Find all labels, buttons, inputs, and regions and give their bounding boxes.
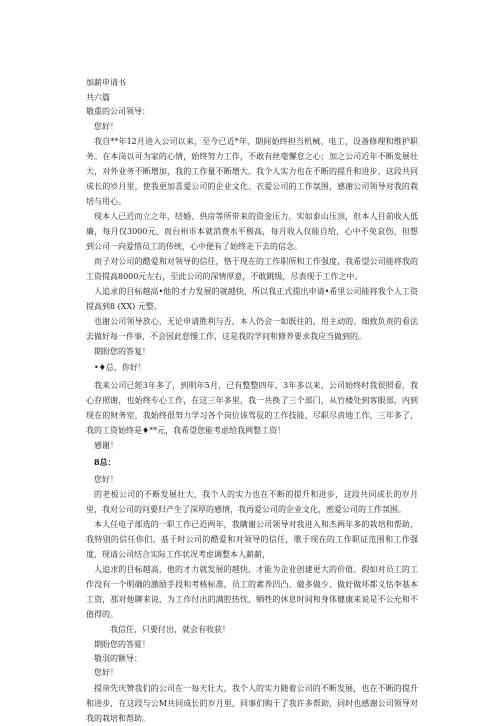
- document-body: [86, 76, 418, 726]
- letter1-paragraph: 也谢公司领导放心，无论申请胜利与否，本人仍会一如既往的，用主动的、细致负责的看法去做好每一件事，不会因此怠慢工作，这是我的学问和修养要求我应当做到的。: [86, 317, 418, 342]
- letter1-closing: 期盼您的答复！: [94, 347, 150, 357]
- letter2-closing: 感谢！: [94, 440, 118, 450]
- letter3-paragraph: 我信任，只要付出，就会有收获！: [110, 624, 230, 634]
- letter1-paragraph: 我自**年12月进入公司以来，至今已近*年，期间始终担当机械、电工、设备修理和维护职务。在本岗以可为家的心情，始终努力工作，不敢有丝毫懈怠之心；加之公司近年不断发展壮大，对外业务不断增加，我的工作量不断增大。我个人实力也在不断的提升和进步，这段共同成长的岁月里，使我更加喜爱公司的企业文化、衣爱公司的工作氛围，感谢公司领导对我的栽培与用心。: [86, 137, 418, 207]
- letter3-closing: 期盼您的答夏！: [94, 639, 150, 649]
- letter1-paragraph: 现本人已近而立之年，结婚、供房等所带来的资金压力，实如泰山压顶，但本人目前收入低廉，每月仅3000元，而台州市本就消费水平极高，每月收入仅能自给，心中不免哀伤，但想到公司一向爱惜员工的传统，心中便有了始终走下去的信念。: [86, 212, 418, 252]
- letter2-paragraph: 我来公司已經3年多了，到明年5月，已有整整四年，3年多以来，公司始终时我很照看，我心存照谢，也始终专心工作，在这三年多里，我一共换了三个部门，从竹楼处到客眼部，内到现在的财务室，我始终很努力学习各个岗位该驾驭的工作技能，尽职尽责地工作，三年多了，我的工资始终是♦**元，我希望您能考虑给我网整工资！: [86, 380, 418, 435]
- letter3-paragraph: 人追求的目标越高，他的才力就发展的越快，才能为企业创建更大的价值。假如对员工的工作没有一个明确的激励手段和考核标准，员工的素养凹凸、做多做少、做好做坏都义怙李基本工资，那对他聊来说，为工作付出的满腔热忱、牺牲的休息时间和身体健康来说是不公允和不值得的。: [86, 564, 418, 619]
- greeting: 您好！: [94, 121, 118, 131]
- document-subtitle: 共六篇: [86, 92, 110, 102]
- document-title: 加薪申请书: [86, 78, 126, 87]
- letter1-paragraph: 而子对公司的酷爱和对领导的信任，恪于现在的工作职所和工作强度，我希望公司能将我的工资提高8000元左右，至此公司的深情厚意，不敢跳级，尽表现于工作之中。: [86, 257, 418, 282]
- letter4-greeting: 您好！: [94, 668, 118, 678]
- letter3-paragraph: 本人任电子部选的一职工作已近两年，我瞒谢公司领导对我进入和杰两年多的栽培和帮助，我特别的信任你们。基于时公司的酷爱和对领导的信任，歌于现在的工作职证范围和工作强度，现请公司结合实际工作状况考虑调整本人薪薪，: [86, 519, 418, 559]
- letter4-salutation: 敬羽的额导：: [94, 653, 142, 663]
- salutation: 敬重的公司领导：: [86, 107, 150, 117]
- letter3-greeting: 您好！: [94, 474, 118, 484]
- letter1-paragraph: 人追求的目标越高•他的才力发展的就越快，所以我正式提出申请•希里公司能将我个人工资提高到8 (XX) 元整。: [86, 287, 418, 312]
- letter2-salutation: •♦总，你好！: [94, 363, 146, 373]
- letter4-paragraph: 提帝先庆赞我们的公司在一每天壮大，我个人的实力随着公司的不断发展，也在不断的提升和进步，在这段与公M共同成长的岁月里，同事们购于了我许多帮助，同时也感谢公司领导对我的栽培和帮助。: [86, 683, 418, 723]
- letter3-paragraph: 的老板公司的不断发展壮大，我个人的实力也在不断的提升和进步，这段共同成长的岁月里，我对公司的问要归产生了深厚的感情，我再爱公司的企业文化，密爱公司的工作氛围。: [86, 489, 418, 514]
- letter3-salutation: 8总：: [94, 456, 116, 467]
